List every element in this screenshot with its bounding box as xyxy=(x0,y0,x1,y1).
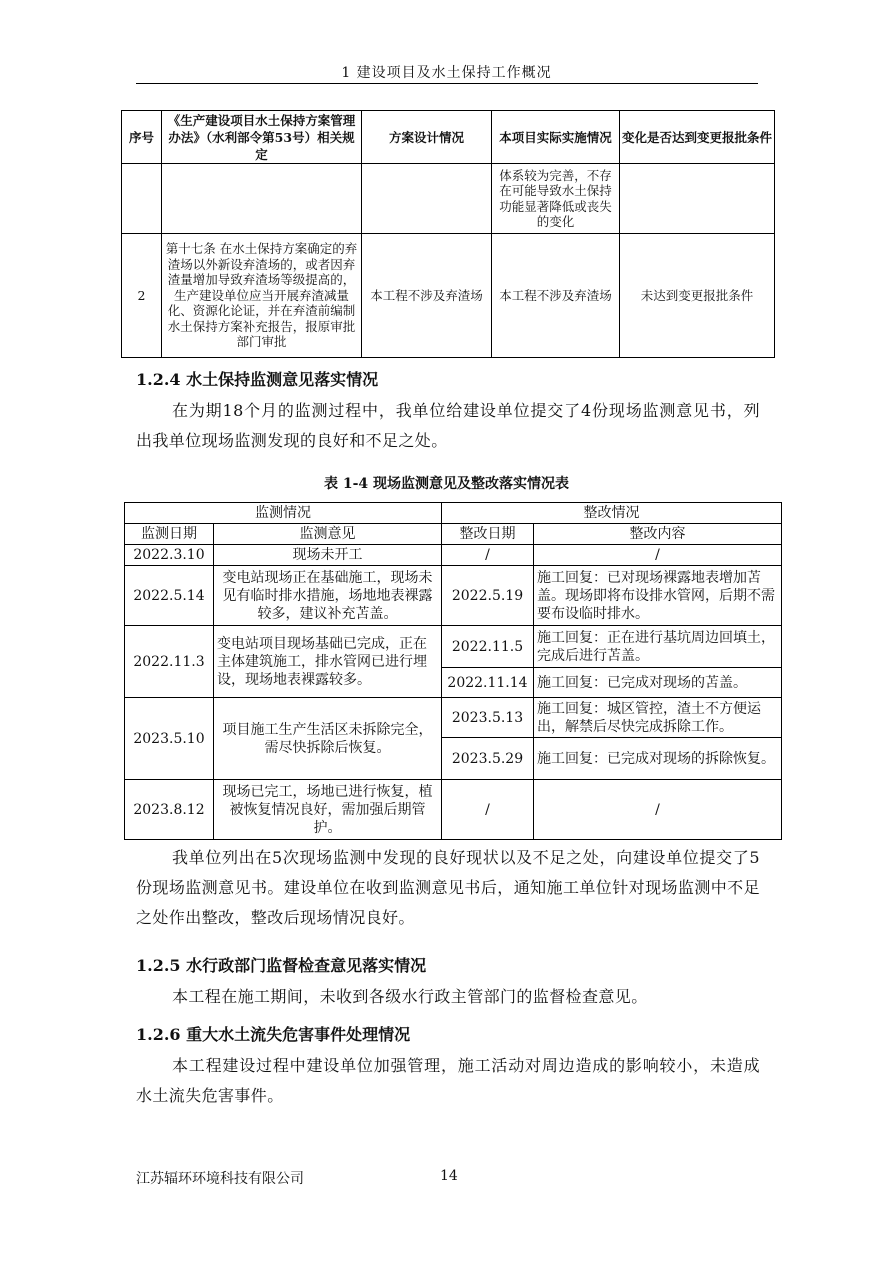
cell-rect-content: 施工回复：已对现场裸露地表增加苫盖。现场即将布设排水管网，后期不需要布设临时排水。 xyxy=(534,566,782,626)
col-header-actual: 本项目实际实施情况 xyxy=(492,111,620,164)
col-header-rect-content: 整改内容 xyxy=(534,524,782,545)
cell-no xyxy=(122,164,162,234)
table-row xyxy=(125,780,782,840)
header-divider xyxy=(136,83,758,84)
cell-rect-content: 施工回复：已完成对现场的苫盖。 xyxy=(534,668,782,698)
group-header-rectification: 整改情况 xyxy=(442,503,782,524)
cell-monitor-date: 2022.11.3 xyxy=(125,626,214,698)
cell-actual: 体系较为完善，不存在可能导致水土保持功能显著降低或丧失的变化 xyxy=(492,164,620,234)
cell-rect-date: 2023.5.29 xyxy=(442,738,534,780)
cell-rect-date: 2023.5.13 xyxy=(442,698,534,738)
cell-monitor-date: 2023.8.12 xyxy=(125,780,214,840)
cell-monitor-date: 2022.5.14 xyxy=(125,566,214,626)
cell-rect-date: 2022.11.5 xyxy=(442,626,534,668)
table-row xyxy=(125,698,782,738)
cell-rect-date: / xyxy=(442,545,534,566)
section-heading-1-2-6: 1.2.6 重大水土流失危害事件处理情况 xyxy=(136,1025,411,1044)
cell-monitor-opinion: 现场已完工，场地已进行恢复，植被恢复情况良好，需加强后期管护。 xyxy=(214,780,442,840)
cell-change xyxy=(620,164,775,234)
table-sub-header-row xyxy=(125,524,782,545)
regulation-comparison-table xyxy=(121,110,775,358)
table-group-header-row xyxy=(125,503,782,524)
cell-no: 2 xyxy=(122,234,162,358)
table-row xyxy=(125,626,782,668)
paragraph-after-table: 我单位列出在5次现场监测中发现的良好现状以及不足之处，向建设单位提交了5份现场监测意见书。建设单位在收到监测意见书后，通知施工单位针对现场监测中不足之处作出整改，整改后现场情况良好。 xyxy=(136,848,760,927)
section-heading-1-2-4: 1.2.4 水土保持监测意见落实情况 xyxy=(136,370,379,389)
cell-rect-content: 施工回复：正在进行基坑周边回填土，完成后进行苫盖。 xyxy=(534,626,782,668)
footer-page-number: 14 xyxy=(440,1168,458,1184)
table-row xyxy=(125,566,782,626)
cell-monitor-opinion: 变电站现场正在基础施工，现场未见有临时排水措施，场地地表裸露较多，建议补充苫盖。 xyxy=(214,566,442,626)
cell-rect-date: 2022.11.14 xyxy=(442,668,534,698)
table-caption: 表 1-4 现场监测意见及整改落实情况表 xyxy=(323,476,570,492)
cell-monitor-date: 2022.3.10 xyxy=(125,545,214,566)
cell-rect-date: / xyxy=(442,780,534,840)
cell-rect-content: 施工回复：已完成对现场的拆除恢复。 xyxy=(534,738,782,780)
section-heading-1-2-5: 1.2.5 水行政部门监督检查意见落实情况 xyxy=(136,956,427,975)
group-header-monitoring: 监测情况 xyxy=(125,503,442,524)
section-paragraph-1-2-5: 本工程在施工期间，未收到各级水行政主管部门的监督检查意见。 xyxy=(172,987,648,1006)
col-header-design: 方案设计情况 xyxy=(362,111,492,164)
table-row xyxy=(122,234,775,358)
col-header-change: 变化是否达到变更报批条件 xyxy=(620,111,775,164)
cell-actual: 本工程不涉及弃渣场 xyxy=(492,234,620,358)
cell-change: 未达到变更报批条件 xyxy=(620,234,775,358)
table-row xyxy=(122,164,775,234)
cell-rect-content: / xyxy=(534,545,782,566)
col-header-monitor-date: 监测日期 xyxy=(125,524,214,545)
cell-design: 本工程不涉及弃渣场 xyxy=(362,234,492,358)
section-paragraph-1-2-6: 本工程建设过程中建设单位加强管理，施工活动对周边造成的影响较小，未造成水土流失危害事件。 xyxy=(136,1056,760,1105)
monitoring-opinion-table xyxy=(124,502,782,840)
page-header-title: 1 建设项目及水土保持工作概况 xyxy=(341,65,552,81)
col-header-no: 序号 xyxy=(122,111,162,164)
cell-monitor-opinion: 变电站项目现场基础已完成，正在主体建筑施工，排水管网已进行埋设，现场地表裸露较多。 xyxy=(214,626,442,698)
cell-rect-content: 施工回复：城区管控，渣土不方便运出，解禁后尽快完成拆除工作。 xyxy=(534,698,782,738)
table-row xyxy=(125,545,782,566)
table-header-row xyxy=(122,111,775,164)
cell-design xyxy=(362,164,492,234)
cell-rect-date: 2022.5.19 xyxy=(442,566,534,626)
cell-rule: 第十七条 在水土保持方案确定的弃渣场以外新设弃渣场的，或者因弃渣量增加导致弃渣场等级提高的，生产建设单位应当开展弃渣减量化、资源化论证，并在弃渣前编制水土保持方案补充报告，报原审批部门审批 xyxy=(162,234,362,358)
cell-monitor-opinion: 现场未开工 xyxy=(214,545,442,566)
col-header-rect-date: 整改日期 xyxy=(442,524,534,545)
col-header-monitor-opinion: 监测意见 xyxy=(214,524,442,545)
cell-monitor-opinion: 项目施工生产生活区未拆除完全，需尽快拆除后恢复。 xyxy=(214,698,442,780)
col-header-rule: 《生产建设项目水土保持方案管理办法》（水利部令第53号）相关规定 xyxy=(162,111,362,164)
section-paragraph-1-2-4: 在为期18个月的监测过程中，我单位给建设单位提交了4份现场监测意见书，列出我单位现场监测发现的良好和不足之处。 xyxy=(136,401,760,450)
cell-monitor-date: 2023.5.10 xyxy=(125,698,214,780)
cell-rule xyxy=(162,164,362,234)
cell-rect-content: / xyxy=(534,780,782,840)
footer-company: 江苏辐环环境科技有限公司 xyxy=(136,1171,304,1187)
